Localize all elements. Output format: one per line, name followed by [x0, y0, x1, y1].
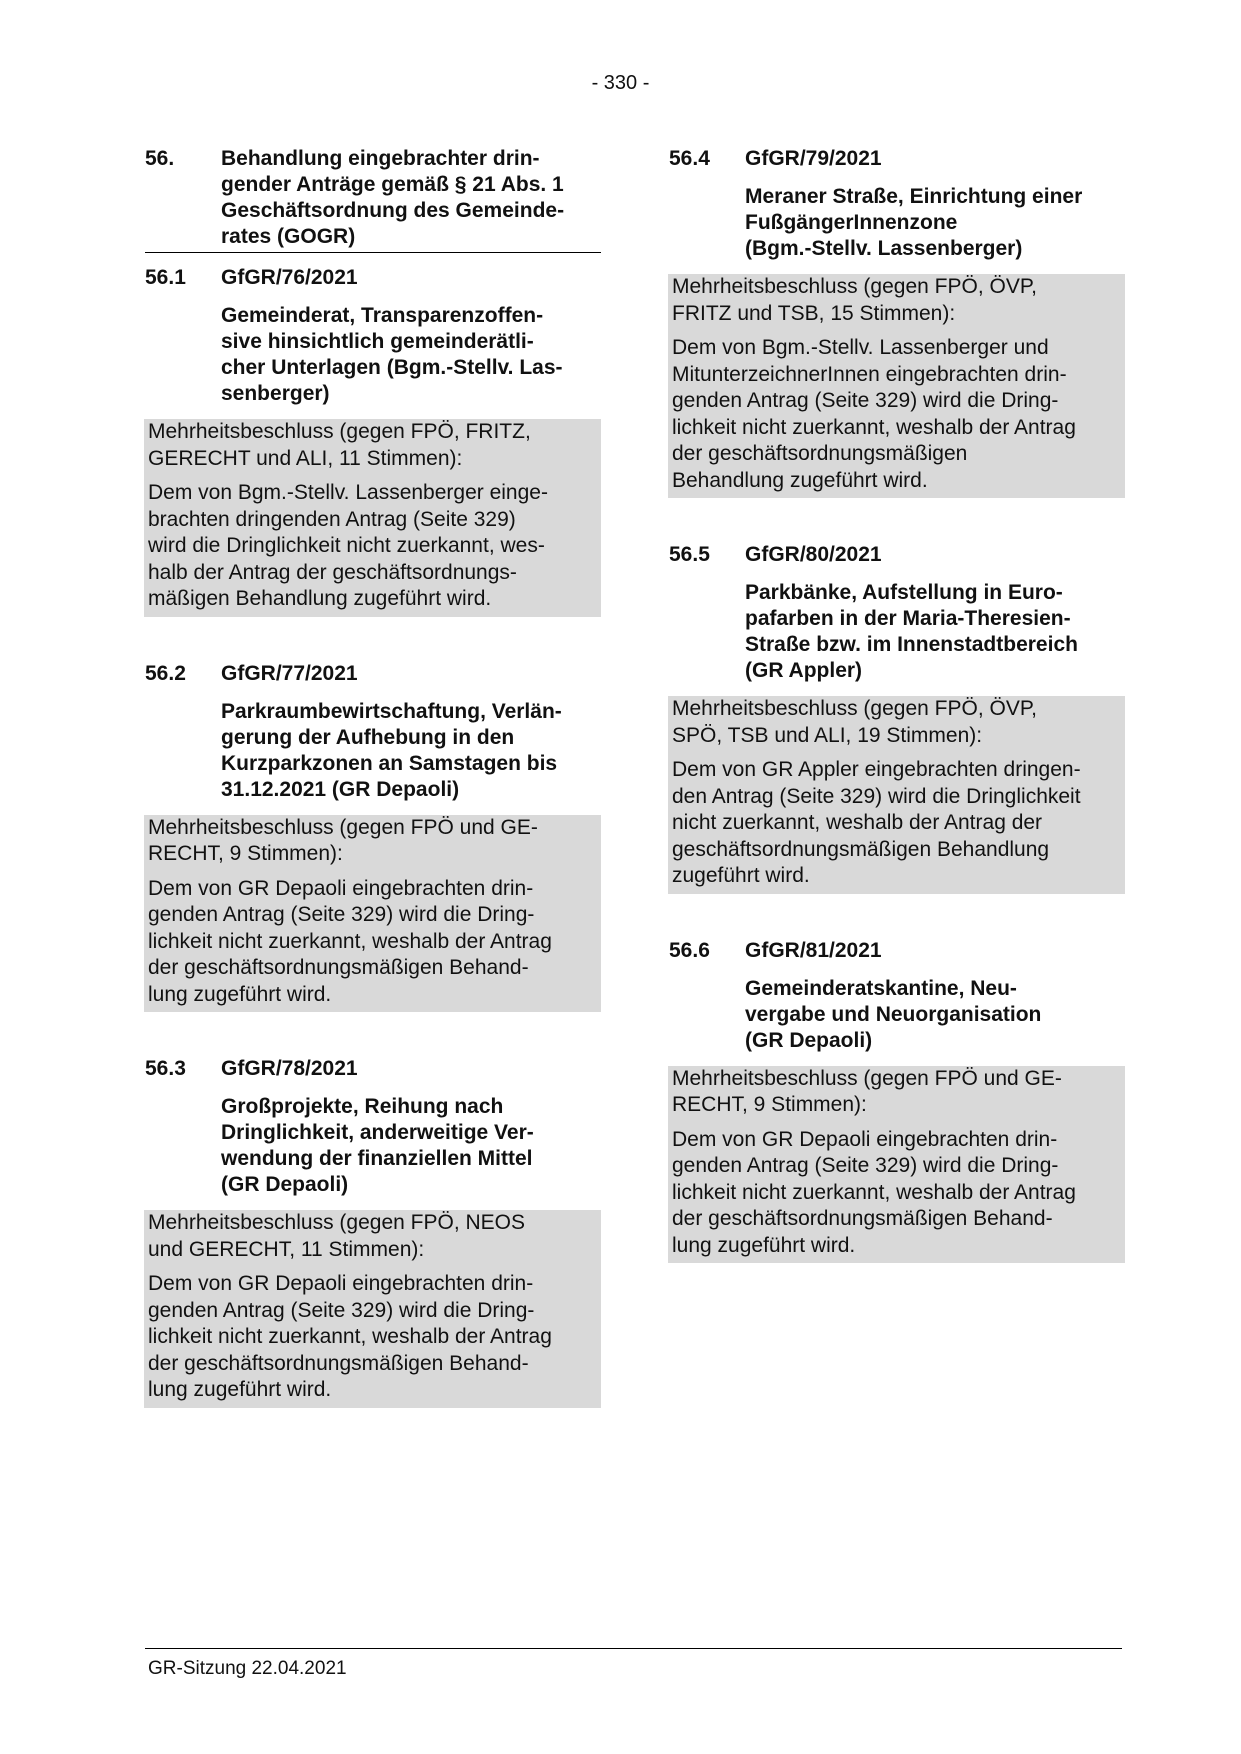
- item-title: Parkbänke, Aufstellung in Euro- pafarben in der Maria-Theresien- Straße bzw. im Innenstadtbereich (GR Appler): [745, 581, 1078, 682]
- footer-session-date: GR-Sitzung 22.04.2021: [148, 1658, 347, 1679]
- vote-result: Mehrheitsbeschluss (gegen FPÖ, ÖVP, SPÖ, TSB und ALI, 19 Stimmen):: [672, 697, 1037, 747]
- resolution-box: [144, 1210, 601, 1408]
- item-number: 56.2: [145, 661, 186, 685]
- agenda-item: [669, 938, 1125, 1264]
- item-title: Großprojekte, Reihung nach Dringlichkeit, anderweitige Ver- wendung der finanziellen Mittel (GR Depaoli): [221, 1095, 534, 1196]
- item-number: 56.3: [145, 1057, 186, 1080]
- left-column: [145, 146, 601, 1408]
- item-code: GfGR/77/2021: [221, 661, 358, 685]
- item-title: Gemeinderat, Transparenzoffen- sive hinsichtlich gemeinderätli- cher Unterlagen (Bgm.-Stellv. Las- senberger): [221, 304, 563, 405]
- vote-result: Mehrheitsbeschluss (gegen FPÖ und GE- RECHT, 9 Stimmen):: [148, 815, 538, 865]
- page-number: - 330 -: [591, 72, 650, 94]
- resolution-box: [144, 815, 601, 1013]
- item-title: Parkraumbewirtschaftung, Verlän- gerung der Aufhebung in den Kurzparkzonen an Samstagen bis 31.12.2021 (GR Depaoli): [221, 699, 562, 801]
- vote-result: Mehrheitsbeschluss (gegen FPÖ, NEOS und GERECHT, 11 Stimmen):: [148, 1211, 525, 1261]
- resolution-box: [668, 1066, 1125, 1264]
- section-heading: [145, 146, 601, 253]
- item-number: 56.6: [669, 938, 710, 962]
- vote-result: Mehrheitsbeschluss (gegen FPÖ, ÖVP, FRITZ und TSB, 15 Stimmen):: [672, 275, 1037, 325]
- item-title: Gemeinderatskantine, Neu- vergabe und Neuorganisation (GR Depaoli): [745, 976, 1042, 1052]
- resolution-box: [144, 419, 601, 617]
- agenda-item: [145, 1056, 601, 1408]
- right-column: [669, 146, 1125, 1263]
- item-code: GfGR/78/2021: [221, 1057, 358, 1080]
- item-number: 56.5: [669, 543, 710, 566]
- decision-text: Dem von Bgm.-Stellv. Lassenberger und MitunterzeichnerInnen eingebrachten drin- genden Antrag (Seite 329) wird die Dring- lichkeit nicht zuerkannt, weshalb der Antrag der geschäftsordnungsmäßigen Behandlung zugeführt wird.: [672, 336, 1076, 492]
- item-number: 56.1: [145, 266, 186, 289]
- decision-text: Dem von Bgm.-Stellv. Lassenberger einge- brachten dringenden Antrag (Seite 329) wird die Dringlichkeit nicht zuerkannt, wes- halb der Antrag der geschäftsordnungs- mäßigen Behandlung zugeführt wird.: [148, 481, 548, 610]
- footer-divider: [145, 1648, 1122, 1649]
- item-code: GfGR/76/2021: [221, 266, 358, 289]
- item-code: GfGR/79/2021: [745, 147, 882, 170]
- item-code: GfGR/81/2021: [745, 938, 882, 962]
- vote-result: Mehrheitsbeschluss (gegen FPÖ, FRITZ, GERECHT und ALI, 11 Stimmen):: [148, 420, 531, 470]
- section-title: Behandlung eingebrachter drin- gender Anträge gemäß § 21 Abs. 1 Geschäftsordnung des Gemeinde- rates (GOGR): [221, 147, 565, 248]
- item-title: Meraner Straße, Einrichtung einer FußgängerInnenzone (Bgm.-Stellv. Lassenberger): [745, 185, 1083, 260]
- decision-text: Dem von GR Depaoli eingebrachten drin- genden Antrag (Seite 329) wird die Dring- lichkeit nicht zuerkannt, weshalb der Antrag der geschäftsordnungsmäßigen Behand- lung zugeführt wird.: [672, 1127, 1076, 1257]
- decision-text: Dem von GR Appler eingebrachten dringen- den Antrag (Seite 329) wird die Dringlichkeit nicht zuerkannt, weshalb der Antrag der geschäftsordnungsmäßigen Behandlung zugeführt wird.: [672, 758, 1081, 887]
- section-number: 56.: [145, 147, 175, 170]
- vote-result: Mehrheitsbeschluss (gegen FPÖ und GE- RECHT, 9 Stimmen):: [672, 1066, 1062, 1116]
- decision-text: Dem von GR Depaoli eingebrachten drin- genden Antrag (Seite 329) wird die Dring- lichkeit nicht zuerkannt, weshalb der Antrag der geschäftsordnungsmäßigen Behand- lung zugeführt wird.: [148, 1272, 552, 1401]
- agenda-item: [145, 661, 601, 1013]
- resolution-box: [668, 274, 1125, 498]
- agenda-item: [145, 265, 601, 617]
- decision-text: Dem von GR Depaoli eingebrachten drin- genden Antrag (Seite 329) wird die Dring- lichkeit nicht zuerkannt, weshalb der Antrag der geschäftsordnungsmäßigen Behand- lung zugeführt wird.: [148, 876, 552, 1006]
- agenda-item: [669, 542, 1125, 894]
- item-code: GfGR/80/2021: [745, 543, 882, 566]
- agenda-item: [669, 146, 1125, 498]
- resolution-box: [668, 696, 1125, 894]
- item-number: 56.4: [669, 147, 710, 170]
